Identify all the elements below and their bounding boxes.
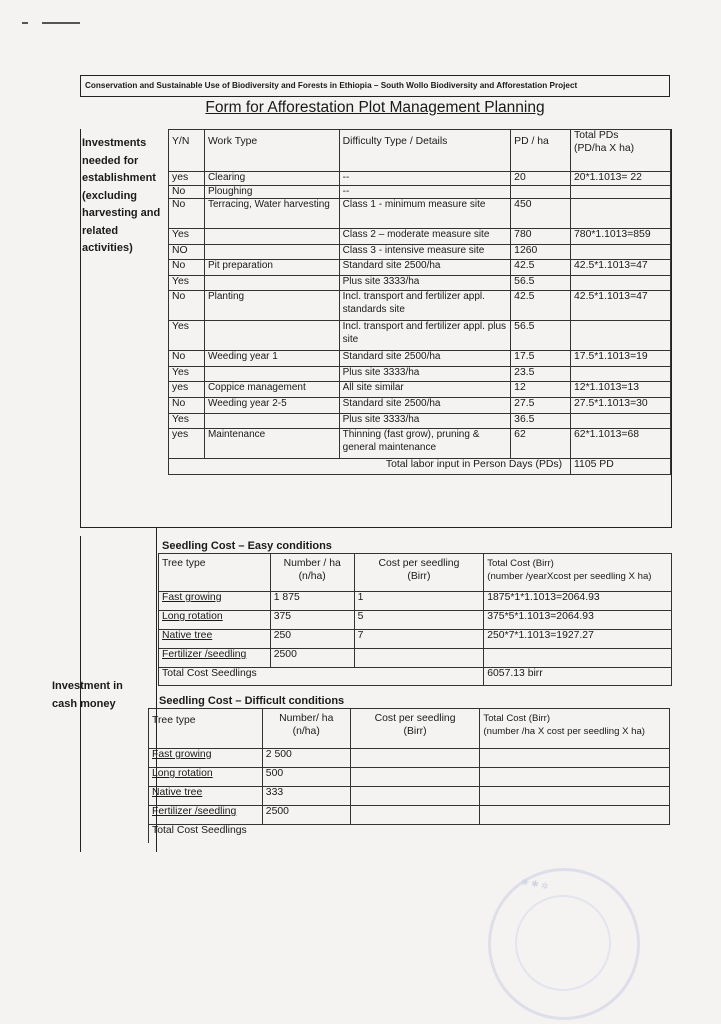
difficult-title: Seedling Cost – Difficult conditions	[159, 695, 345, 707]
tree-type: Fertilizer /seedling	[149, 806, 263, 825]
row-total-pds	[571, 367, 671, 382]
row-pd-ha: 42.5	[511, 291, 571, 321]
official-seal-stamp: ❀ ✱ ✲	[488, 868, 640, 1020]
number-per-ha: 2 500	[262, 749, 350, 768]
row-work-type	[204, 245, 339, 260]
total-cost: 250*7*1.1013=1927.27	[484, 630, 672, 649]
table-row	[169, 199, 671, 229]
col-yn: Y/N	[169, 130, 205, 172]
row-yn: NO	[169, 245, 205, 260]
row-total-pds	[571, 185, 671, 199]
total-labor-label: Total labor input in Person Days (PDs)	[169, 459, 571, 475]
total-cost	[480, 787, 670, 806]
row-pd-ha: 36.5	[511, 414, 571, 429]
row-work-type: Coppice management	[204, 382, 339, 398]
table-row	[149, 787, 670, 806]
total-cost: 375*5*1.1013=2064.93	[484, 611, 672, 630]
table-row	[159, 592, 672, 611]
row-pd-ha: 1260	[511, 245, 571, 260]
easy-table	[158, 553, 672, 686]
tree-type: Long rotation	[149, 768, 263, 787]
row-yn: No	[169, 351, 205, 367]
difficult-table	[148, 708, 670, 843]
investments-label: Investments needed for establishment (excluding harvesting and related activities)	[82, 137, 161, 254]
total-labor-value: 1105 PD	[571, 459, 671, 475]
table-row	[159, 649, 672, 668]
table-row	[159, 630, 672, 649]
table-row	[169, 229, 671, 245]
row-yn: No	[169, 398, 205, 414]
row-difficulty: Standard site 2500/ha	[339, 260, 511, 276]
row-pd-ha: 42.5	[511, 260, 571, 276]
total-cost	[480, 806, 670, 825]
cash-money-label: Investment in cash money	[52, 680, 123, 710]
row-work-type: Terracing, Water harvesting	[204, 199, 339, 229]
row-yn: yes	[169, 382, 205, 398]
row-total-pds: 20*1.1013= 22	[571, 172, 671, 186]
row-difficulty: --	[339, 185, 511, 199]
difficult-total-label: Total Cost Seedlings	[149, 825, 670, 843]
row-pd-ha: 12	[511, 382, 571, 398]
table-header-row	[169, 130, 671, 172]
row-work-type	[204, 276, 339, 291]
table-row	[169, 245, 671, 260]
row-pd-ha: 450	[511, 199, 571, 229]
row-pd-ha: 20	[511, 172, 571, 186]
row-total-pds: 17.5*1.1013=19	[571, 351, 671, 367]
table-row	[149, 749, 670, 768]
total-cost: 1875*1*1.1013=2064.93	[484, 592, 672, 611]
table-row	[169, 398, 671, 414]
number-per-ha: 500	[262, 768, 350, 787]
table-row	[169, 367, 671, 382]
table-row	[169, 291, 671, 321]
difficult-col-number: Number/ ha (n/ha)	[262, 709, 350, 749]
difficult-total-row	[149, 825, 670, 843]
row-yn: Yes	[169, 367, 205, 382]
table-row	[149, 768, 670, 787]
row-total-pds	[571, 321, 671, 351]
number-per-ha: 1 875	[270, 592, 354, 611]
tree-type: Native tree	[159, 630, 271, 649]
easy-col-total: Total Cost (Birr) (number /yearXcost per seedling X ha)	[484, 554, 672, 592]
difficult-col-tree: Tree type	[149, 709, 263, 749]
row-work-type: Pit preparation	[204, 260, 339, 276]
row-work-type: Maintenance	[204, 429, 339, 459]
row-difficulty: All site similar	[339, 382, 511, 398]
row-work-type: Clearing	[204, 172, 339, 186]
row-difficulty: Standard site 2500/ha	[339, 351, 511, 367]
number-per-ha: 250	[270, 630, 354, 649]
number-per-ha: 333	[262, 787, 350, 806]
table-row	[159, 611, 672, 630]
row-pd-ha	[511, 185, 571, 199]
table-row	[169, 172, 671, 186]
row-difficulty: Class 1 - minimum measure site	[339, 199, 511, 229]
row-difficulty: Incl. transport and fertilizer appl. plus site	[339, 321, 511, 351]
easy-header-row	[159, 554, 672, 592]
row-difficulty: --	[339, 172, 511, 186]
row-work-type: Planting	[204, 291, 339, 321]
row-yn: Yes	[169, 321, 205, 351]
table-row	[149, 806, 670, 825]
row-pd-ha: 780	[511, 229, 571, 245]
row-difficulty: Plus site 3333/ha	[339, 276, 511, 291]
cost-per-seedling: 7	[354, 630, 484, 649]
row-total-pds	[571, 245, 671, 260]
table-row	[169, 414, 671, 429]
row-yn: yes	[169, 429, 205, 459]
row-yn: No	[169, 199, 205, 229]
number-per-ha: 375	[270, 611, 354, 630]
tree-type: Fast growing	[149, 749, 263, 768]
easy-col-cost: Cost per seedling (Birr)	[354, 554, 484, 592]
row-pd-ha: 23.5	[511, 367, 571, 382]
easy-total-value: 6057.13 birr	[484, 668, 672, 686]
col-work-type: Work Type	[204, 130, 339, 172]
row-total-pds: 62*1.1013=68	[571, 429, 671, 459]
row-difficulty: Incl. transport and fertilizer appl. standards site	[339, 291, 511, 321]
table-row	[169, 351, 671, 367]
row-work-type: Weeding year 2-5	[204, 398, 339, 414]
cost-per-seedling	[350, 749, 480, 768]
number-per-ha: 2500	[262, 806, 350, 825]
form-title: Form for Afforestation Plot Management Planning	[205, 99, 545, 116]
table-row	[169, 185, 671, 199]
row-total-pds	[571, 414, 671, 429]
row-yn: No	[169, 291, 205, 321]
document	[80, 75, 670, 117]
difficult-header-row	[149, 709, 670, 749]
cost-per-seedling	[354, 649, 484, 668]
row-yn: Yes	[169, 229, 205, 245]
row-total-pds: 27.5*1.1013=30	[571, 398, 671, 414]
row-yn: Yes	[169, 414, 205, 429]
row-difficulty: Thinning (fast grow), pruning & general maintenance	[339, 429, 511, 459]
row-difficulty: Plus site 3333/ha	[339, 367, 511, 382]
cost-per-seedling: 5	[354, 611, 484, 630]
table-row	[169, 276, 671, 291]
total-cost	[480, 749, 670, 768]
col-total-pds: Total PDs (PD/ha X ha)	[571, 130, 671, 172]
row-difficulty: Class 3 - intensive measure site	[339, 245, 511, 260]
row-work-type	[204, 229, 339, 245]
easy-total-row	[159, 668, 672, 686]
row-work-type: Weeding year 1	[204, 351, 339, 367]
row-work-type	[204, 414, 339, 429]
row-total-pds: 42.5*1.1013=47	[571, 260, 671, 276]
project-header: Conservation and Sustainable Use of Biodiversity and Forests in Ethiopia – South Wollo Biodiversity and Afforestation Project	[80, 75, 670, 97]
row-work-type	[204, 367, 339, 382]
row-difficulty: Plus site 3333/ha	[339, 414, 511, 429]
total-labor-row	[169, 459, 671, 475]
col-pd-ha: PD / ha	[511, 130, 571, 172]
col-difficulty: Difficulty Type / Details	[339, 130, 511, 172]
investment-table	[168, 129, 671, 475]
row-yn: Yes	[169, 276, 205, 291]
difficult-col-cost: Cost per seedling (Birr)	[350, 709, 480, 749]
row-yn: No	[169, 185, 205, 199]
row-yn: yes	[169, 172, 205, 186]
row-pd-ha: 17.5	[511, 351, 571, 367]
table-row	[169, 260, 671, 276]
row-total-pds	[571, 199, 671, 229]
scan-mark	[22, 22, 82, 24]
row-difficulty: Standard site 2500/ha	[339, 398, 511, 414]
row-difficulty: Class 2 – moderate measure site	[339, 229, 511, 245]
tree-type: Long rotation	[159, 611, 271, 630]
row-work-type	[204, 321, 339, 351]
row-total-pds: 12*1.1013=13	[571, 382, 671, 398]
row-pd-ha: 62	[511, 429, 571, 459]
row-pd-ha: 56.5	[511, 276, 571, 291]
cost-per-seedling	[350, 806, 480, 825]
easy-total-label: Total Cost Seedlings	[159, 668, 484, 686]
row-pd-ha: 56.5	[511, 321, 571, 351]
cost-per-seedling	[350, 787, 480, 806]
tree-type: Fast growing	[159, 592, 271, 611]
row-total-pds	[571, 276, 671, 291]
difficult-col-total: Total Cost (Birr) (number /ha X cost per seedling X ha)	[480, 709, 670, 749]
easy-col-tree: Tree type	[159, 554, 271, 592]
easy-col-number: Number / ha (n/ha)	[270, 554, 354, 592]
cost-per-seedling	[350, 768, 480, 787]
row-yn: No	[169, 260, 205, 276]
number-per-ha: 2500	[270, 649, 354, 668]
table-row	[169, 382, 671, 398]
total-cost	[484, 649, 672, 668]
cost-per-seedling: 1	[354, 592, 484, 611]
row-total-pds: 42.5*1.1013=47	[571, 291, 671, 321]
table-row	[169, 321, 671, 351]
row-total-pds: 780*1.1013=859	[571, 229, 671, 245]
table-row	[169, 429, 671, 459]
easy-title: Seedling Cost – Easy conditions	[162, 540, 332, 552]
total-cost	[480, 768, 670, 787]
row-pd-ha: 27.5	[511, 398, 571, 414]
tree-type: Fertilizer /seedling	[159, 649, 271, 668]
tree-type: Native tree	[149, 787, 263, 806]
row-work-type: Ploughing	[204, 185, 339, 199]
